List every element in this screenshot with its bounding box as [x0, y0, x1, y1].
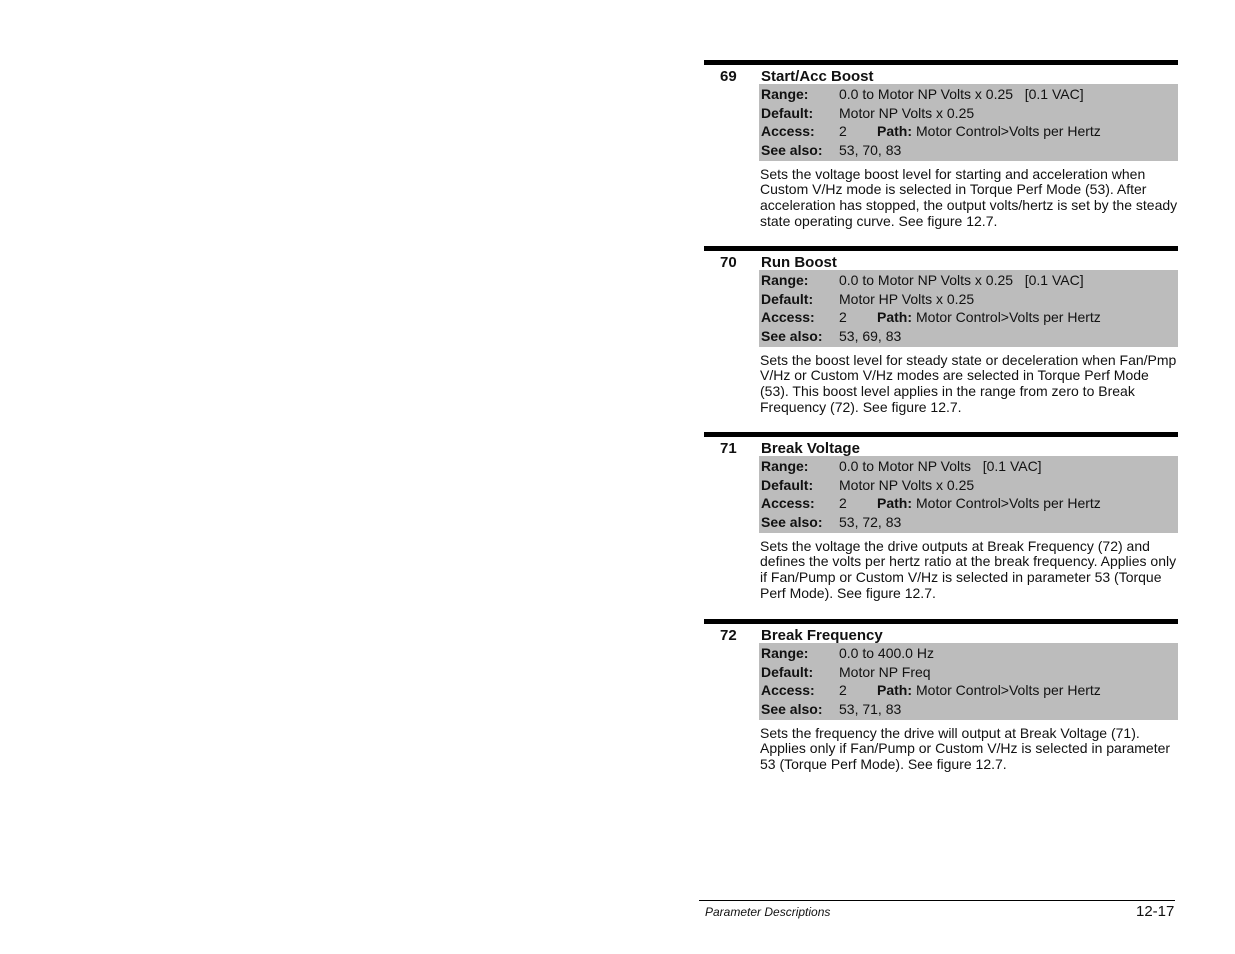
path-value: Motor Control>Volts per Hertz: [916, 495, 1101, 512]
access-label: Access:: [761, 309, 815, 326]
parameter-title: Run Boost: [761, 254, 837, 271]
range-value: 0.0 to Motor NP Volts [0.1 VAC]: [839, 458, 1042, 474]
parameter-block-71: [704, 432, 1178, 601]
parameter-header: [704, 65, 1178, 84]
range-value: 0.0 to Motor NP Volts x 0.25 [0.1 VAC]: [839, 272, 1084, 288]
range-label: Range:: [761, 86, 809, 102]
parameter-description: Sets the boost level for steady state or deceleration when Fan/Pmp V/Hz or Custom V/Hz modes are selected in Torque Perf Mode (53). This boost level applies in the range from zero to Break Frequency (72). See figure 12.7.: [760, 351, 1177, 415]
see-also-row: [759, 513, 1178, 532]
see-also-value: 53, 70, 83: [839, 142, 902, 159]
parameter-spec-box: [759, 84, 1178, 161]
path-label: Path:: [877, 682, 912, 699]
access-row: [759, 308, 1178, 327]
see-also-value: 53, 71, 83: [839, 701, 902, 718]
parameter-description: Sets the voltage boost level for starting and acceleration when Custom V/Hz mode is selected in Torque Perf Mode (53). After acceleration has stopped, the output volts/hertz is set by the steady state operating curve. See figure 12.7.: [760, 165, 1178, 229]
see-also-value: 53, 69, 83: [839, 328, 902, 345]
parameter-spec-box: [759, 643, 1178, 720]
default-row: [759, 290, 1178, 309]
default-row: [759, 663, 1178, 682]
default-label: Default:: [761, 104, 814, 121]
access-label: Access:: [761, 682, 815, 699]
see-also-label: See also:: [761, 701, 823, 718]
see-also-label: See also:: [761, 142, 823, 159]
parameter-description: Sets the frequency the drive will output at Break Voltage (71). Applies only if Fan/Pump or Custom V/Hz is selected in parameter 53 (Torque Perf Mode). See figure 12.7.: [760, 724, 1171, 772]
parameter-block-72: [704, 619, 1178, 773]
footer-divider: [699, 900, 1175, 901]
parameter-spec-box: [759, 456, 1178, 533]
range-label: Range:: [761, 458, 809, 474]
parameter-header: [704, 624, 1178, 643]
default-label: Default:: [761, 663, 814, 680]
see-also-row: [759, 700, 1178, 719]
access-value: 2: [839, 495, 847, 512]
default-label: Default:: [761, 476, 814, 493]
path-value: Motor Control>Volts per Hertz: [916, 123, 1101, 140]
page-number: 12-17: [1136, 903, 1175, 920]
parameter-number: 71: [720, 440, 737, 457]
default-label: Default:: [761, 290, 814, 307]
access-value: 2: [839, 123, 847, 140]
access-value: 2: [839, 682, 847, 699]
path-value: Motor Control>Volts per Hertz: [916, 309, 1101, 326]
path-label: Path:: [877, 495, 912, 512]
parameter-block-69: [704, 60, 1178, 229]
default-value: Motor NP Volts x 0.25: [839, 476, 975, 493]
parameter-title: Break Voltage: [761, 440, 860, 457]
range-row: [759, 271, 1178, 290]
see-also-label: See also:: [761, 514, 823, 531]
parameter-block-70: [704, 246, 1178, 415]
see-also-label: See also:: [761, 328, 823, 345]
parameter-number: 69: [720, 68, 737, 85]
range-value: 0.0 to Motor NP Volts x 0.25 [0.1 VAC]: [839, 86, 1084, 102]
access-label: Access:: [761, 123, 815, 140]
path-value: Motor Control>Volts per Hertz: [916, 682, 1101, 699]
default-row: [759, 476, 1178, 495]
range-row: [759, 85, 1178, 104]
parameter-number: 70: [720, 254, 737, 271]
see-also-value: 53, 72, 83: [839, 514, 902, 531]
range-row: [759, 457, 1178, 476]
parameter-header: [704, 251, 1178, 270]
parameter-number: 72: [720, 627, 737, 644]
range-label: Range:: [761, 272, 809, 288]
range-value: 0.0 to 400.0 Hz: [839, 645, 934, 661]
footer-section-title: Parameter Descriptions: [705, 905, 831, 919]
parameter-title: Start/Acc Boost: [761, 68, 874, 85]
range-label: Range:: [761, 645, 809, 661]
default-value: Motor HP Volts x 0.25: [839, 290, 975, 307]
path-label: Path:: [877, 309, 912, 326]
access-row: [759, 122, 1178, 141]
parameter-header: [704, 437, 1178, 456]
access-label: Access:: [761, 495, 815, 512]
see-also-row: [759, 141, 1178, 160]
path-label: Path:: [877, 123, 912, 140]
default-row: [759, 104, 1178, 123]
parameter-title: Break Frequency: [761, 627, 883, 644]
default-value: Motor NP Freq: [839, 663, 931, 680]
access-row: [759, 681, 1178, 700]
parameter-description: Sets the voltage the drive outputs at Break Frequency (72) and defines the volts per hertz ratio at the break frequency. Applies only if Fan/Pump or Custom V/Hz is selected in parameter 53 (Torque Perf Mode). See figure 12.7.: [760, 537, 1177, 601]
see-also-row: [759, 327, 1178, 346]
range-row: [759, 644, 1178, 663]
default-value: Motor NP Volts x 0.25: [839, 104, 975, 121]
access-row: [759, 494, 1178, 513]
parameter-spec-box: [759, 270, 1178, 347]
access-value: 2: [839, 309, 847, 326]
